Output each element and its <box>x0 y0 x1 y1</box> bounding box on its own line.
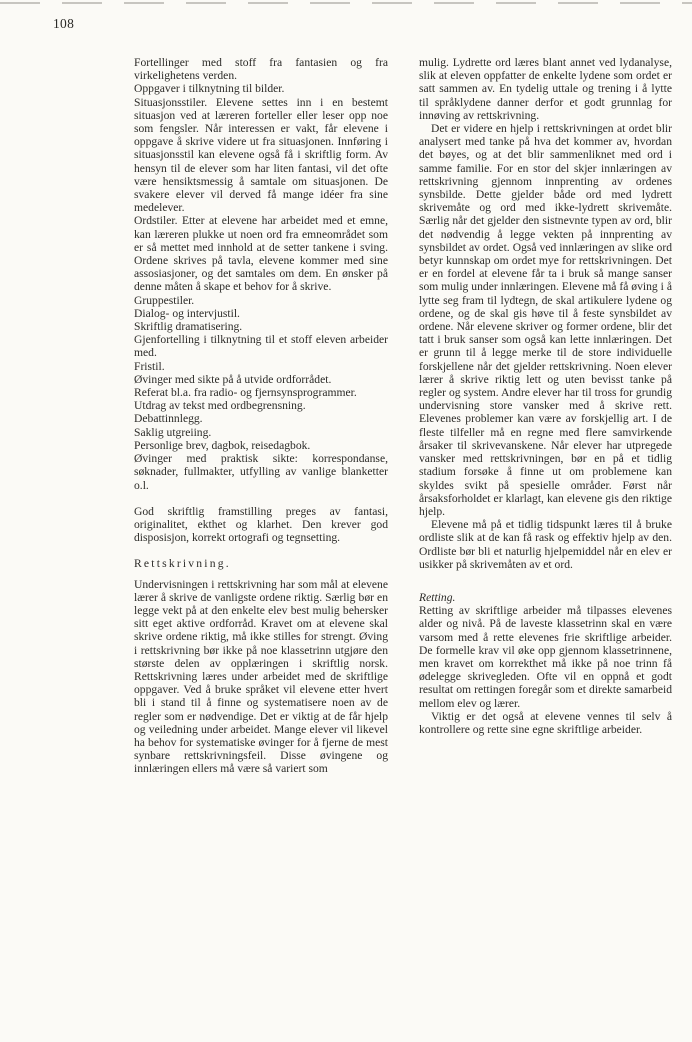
list-item: Oppgaver i tilknytning til bilder. <box>134 82 285 96</box>
left-column <box>134 56 388 776</box>
list-item: Fristil. <box>134 359 165 373</box>
list-item: Situasjonsstiler. Elevene settes inn i en bestemt situasjon ved at læreren forteller eller leser opp noe som fengsler. Når interessen er vakt, får elevene i oppgave å skrive videre ut fra situasjonen. Innføring i situasjonsstil kan elevene også få i skriftlig form. Av hensyn til de elever som har liten fantasi, vil det ofte være hensiktsmessig å samtale om situasjonen. De svakere elever vil derved få mange idéer fra sine medelever. <box>134 95 388 215</box>
list-item: Saklig utgreiing. <box>134 425 212 439</box>
closing-paragraph: God skriftlig framstilling preges av fantasi, originalitet, ekthet og klarhet. Den krever god disposisjon, korrekt ortografi og tegnsetting. <box>134 504 388 545</box>
list-item: Gjenfortelling i tilknytning til et stoff eleven arbeider med. <box>134 333 388 360</box>
final-paragraph: Viktig er det også at elevene vennes til selv å kontrollere og rette sine egne skriftlige arbeider. <box>419 709 672 736</box>
top-rule <box>0 2 692 4</box>
body-paragraph: Det er videre en hjelp i rettskrivningen at ordet blir analysert med tanke på hva det kommer av, hvordan det bøyes, og at det blir sammenliknet med ord i samme familie. For en stor del skjer innlæringen av rettskrivning gjennom innprenting av ordenes synsbilde. Dette gjelder både ord med lydrett skrivemåte og ord med ikke-lydrett skrivemåte. Særlig når det gjelder den sistnevnte typen av ord, blir det nødvendig å legge vekten på innprenting av synsbildet av ordet. Også ved innlæringen av slike ord betyr kunnskap om ordet mye for rettskrivningen. Det er en fordel at elevene får ta i bruk så mange sanser som mulig under innlæringen. Elevene må få øving i å lytte seg fram til lydtegn, de skal artikulere lydene og ordene, og de skal gis høve til å feste synsbildet av ordene. Når elevene skriver og former ordene, blir det tatt i bruk sanser som også kan lette innlæringen. Det er grunn til å legge merke til de store individuelle forskjellene når det gjelder rettskrivning. Noen elever lærer å skrive riktig lett og uten bevisst tanke på regler og system. Andre elever har til tross for grundig undervisning store vansker med å skrive rett. Elevenes problemer kan være av forskjellig art. I de fleste tilfeller må en regne med flere samvirkende årsaker til skrivevanskene. Når elever har utpregede vansker med rettskrivningen, bør en på et tidlig stadium forsøke å finne ut om problemene kan skyldes svikt på spesielle områder. Først når årsaksforholdet er klarlagt, kan elevene gis den riktige hjelp. <box>419 122 672 518</box>
section-title: Rettskrivning. <box>134 557 231 571</box>
section-paragraph: Undervisningen i rettskrivning har som mål at elevene lærer å skrive de vanligste ordene riktig. Særlig bør en legge vekt på at den enkelte elev best mulig behersker sitt eget aktive ordforråd. Kravet om at elevene skal skrive ordene riktig, må ikke stilles for strengt. Øving i rettskrivning bør ikke på noe klassetrinn utgjøre den største delen av opplæringen i skriftlig norsk. Rettskrivning læres under arbeidet med de skriftlige oppgaver. Ved å bruke språket vil elevene etter hvert bli i stand til å finne og systematisere noen av de regler som er nødvendige. Det er viktig at de får hjelp og veiledning under arbeidet. Mange elever vil likevel ha behov for systematiske øvinger for å fjerne de mest synbare rettskrivningsfeil. Disse øvingene og innlæringen ellers må være så variert som <box>134 577 388 776</box>
list-item: Personlige brev, dagbok, reisedagbok. <box>134 438 311 452</box>
list-item: Referat bl.a. fra radio- og fjernsynsprogrammer. <box>134 386 357 400</box>
list-item: Ordstiler. Etter at elevene har arbeidet med et emne, kan læreren plukke ut noen ord fra emneområdet som er så mettet med innhold at de setter tankene i sving. Ordene skrives på tavla, elevene kommer med sine assosiasjoner, og det samtales om dem. En ønsker på denne måten å skape et behov for å skrive. <box>134 214 388 294</box>
list-item: Dialog- og intervjustil. <box>134 306 240 320</box>
list-item: Skriftlig dramatisering. <box>134 320 243 334</box>
subsection-paragraph: Retting av skriftlige arbeider må tilpasses elevenes alder og nivå. På de laveste klassetrinn skal en være varsom med å rette elevenes frie skriftlige arbeider. De formelle krav vil øke opp gjennom klassetrinnene, men kravet om korrekthet må ikke på noe trinn få ødelegge skrivegleden. Ofte vil en oppnå et godt resultat om rettingen foregår som et direkte samarbeid mellom elev og lærer. <box>419 604 672 710</box>
subsection-title: Retting. <box>419 590 456 604</box>
list-item: Øvinger med sikte på å utvide ordforrådet. <box>134 372 332 386</box>
list-item: Debattinnlegg. <box>134 412 203 426</box>
page-number: 108 <box>53 16 75 31</box>
list-item: Øvinger med praktisk sikte: korrespondanse, søknader, fullmakter, utfylling av vanlige blanketter o.l. <box>134 452 388 492</box>
right-column <box>419 56 672 736</box>
body-paragraph: Elevene må på et tidlig tidspunkt læres til å bruke ordliste slik at de kan få rask og effektiv hjelp av den. Ordliste bør bli et naturlig hjelpemiddel når en elev er usikker på skrivemåten av et ord. <box>419 518 672 571</box>
list-item: Gruppestiler. <box>134 293 195 307</box>
list-item: Fortellinger med stoff fra fantasien og fra virkelighetens verden. <box>134 56 388 83</box>
continuation-paragraph: mulig. Lydrette ord læres blant annet ved lydanalyse, slik at eleven oppfatter de enkelte lydene som ordet er satt sammen av. En tydelig uttale og trening i å lytte til språklydene danner derfor et godt grunnlag for innøving av rettskrivning. <box>419 56 672 122</box>
list-item: Utdrag av tekst med ordbegrensning. <box>134 399 306 413</box>
